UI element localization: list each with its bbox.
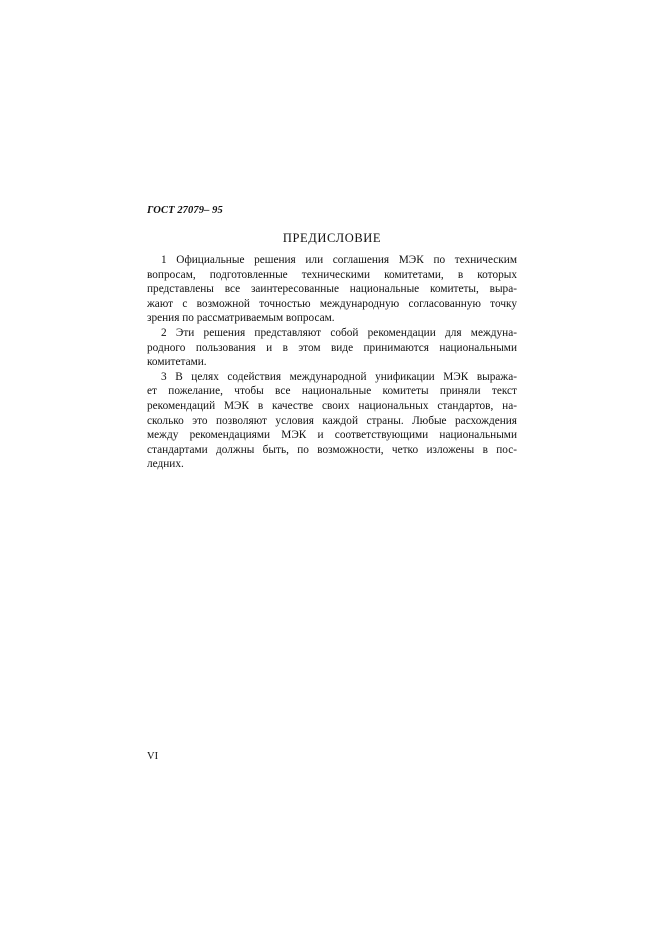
text-line: ледних. bbox=[147, 458, 184, 471]
preface-body bbox=[147, 253, 517, 472]
paragraph-2 bbox=[147, 326, 517, 370]
text-line: между рекомендациями МЭК и соответствующими национальными bbox=[147, 429, 517, 442]
text-line: 2 Эти решения представляют собой рекомендации для междуна- bbox=[161, 326, 517, 339]
paragraph-1 bbox=[147, 253, 517, 326]
text-line: сколько это позволяют условия каждой страны. Любые расхождения bbox=[147, 414, 517, 427]
text-line: 3 В целях содействия международной унификации МЭК выража- bbox=[161, 370, 517, 383]
text-line: 1 Официальные решения или соглашения МЭК по техническим bbox=[161, 254, 517, 266]
text-line: зрения по рассматриваемым вопросам. bbox=[147, 312, 335, 325]
document-code: ГОСТ 27079– 95 bbox=[147, 205, 223, 216]
page-number: VI bbox=[147, 751, 159, 762]
text-line: представлены все заинтересованные национальные комитеты, выра- bbox=[147, 283, 517, 296]
text-line: вопросам, подготовленные техническими комитетами, в которых bbox=[147, 268, 517, 281]
text-line: рекомендаций МЭК в качестве своих национальных стандартов, на- bbox=[147, 399, 517, 412]
text-line: комитетами. bbox=[147, 356, 207, 369]
text-line: родного пользования и в этом виде принимаются национальными bbox=[147, 341, 517, 354]
text-line: жают с возможной точностью международную согласованную точку bbox=[147, 297, 517, 310]
paragraph-3 bbox=[147, 370, 517, 472]
text-line: стандартами должны быть, по возможности, четко изложены в пос- bbox=[147, 443, 517, 456]
section-title: ПРЕДИСЛОВИЕ bbox=[282, 231, 382, 245]
text-line: ет пожелание, чтобы все национальные комитеты приняли текст bbox=[147, 385, 517, 398]
